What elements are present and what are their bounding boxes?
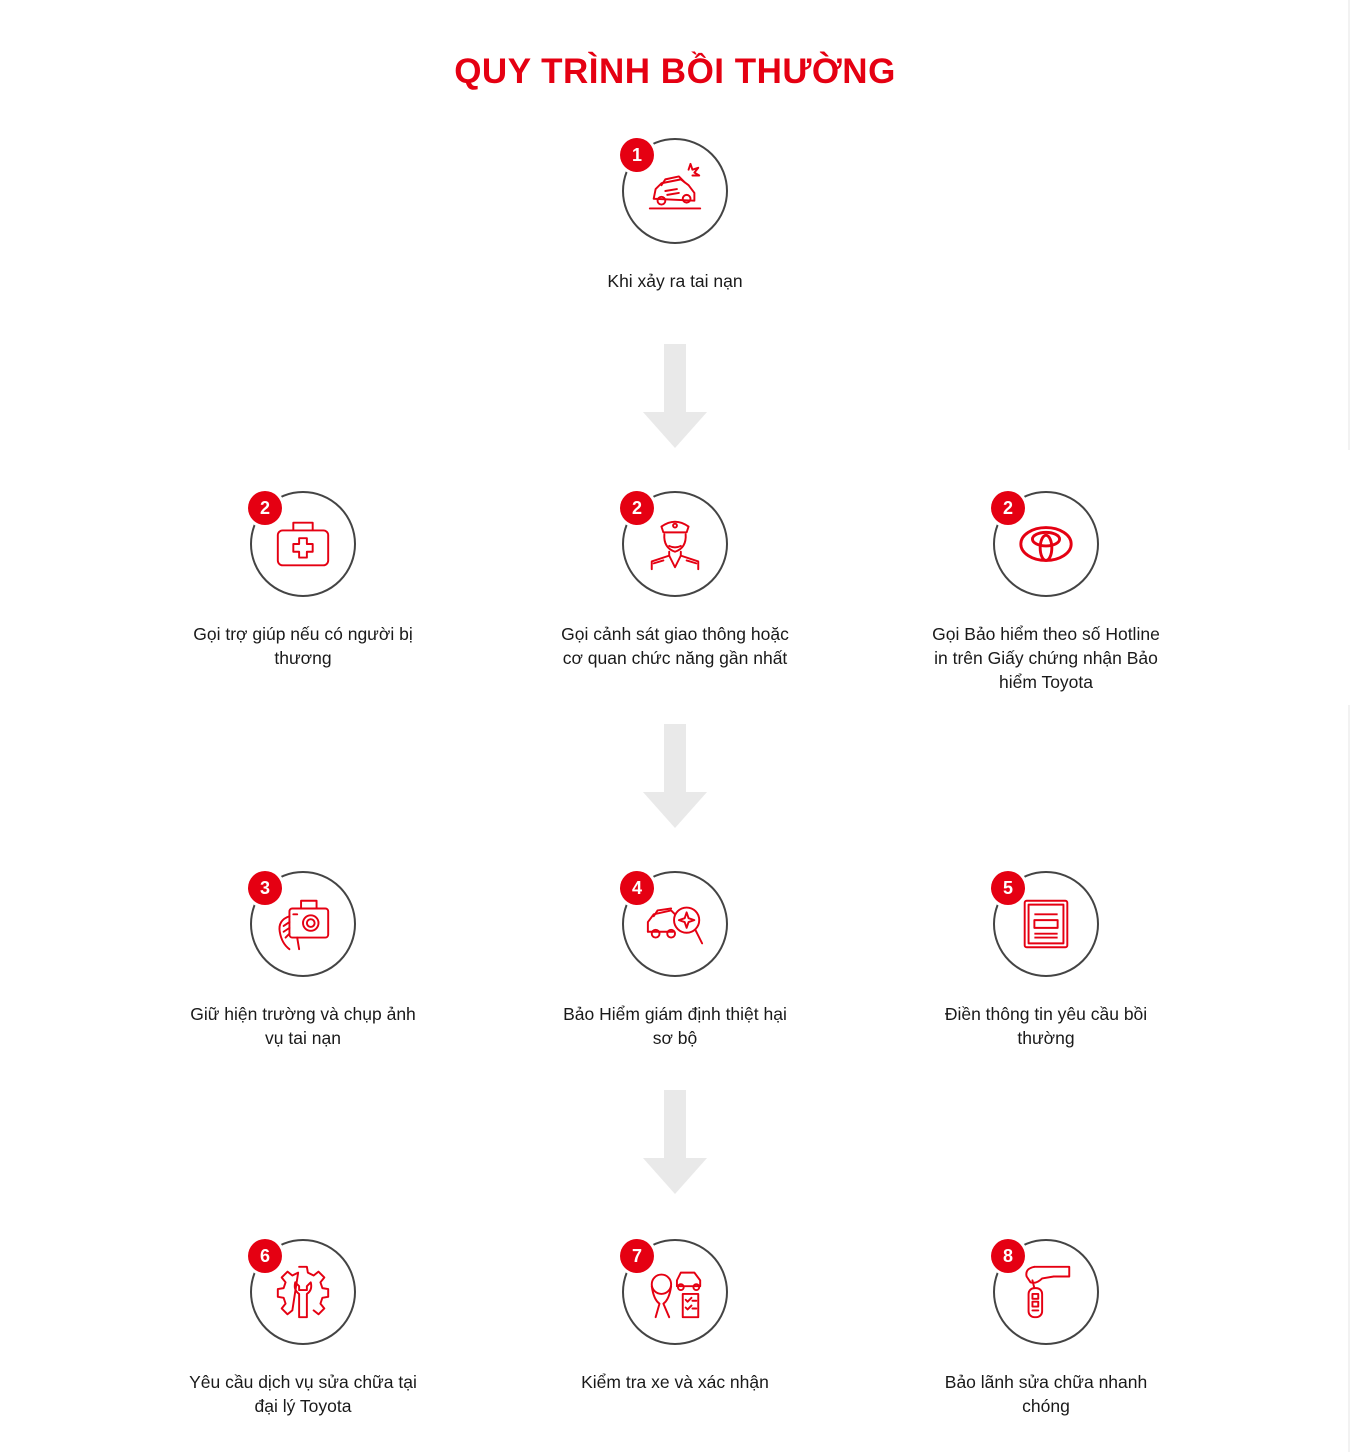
step-number-badge: 1 [620, 138, 654, 172]
step-3 [168, 871, 438, 1050]
step-circle [250, 491, 356, 597]
checklist-car-icon [644, 1261, 706, 1323]
car-key-icon [1015, 1261, 1077, 1323]
step-number-badge: 2 [620, 491, 654, 525]
toyota-logo-icon [1015, 513, 1077, 575]
form-icon [1015, 893, 1077, 955]
step-2-help [168, 491, 438, 670]
step-circle [993, 491, 1099, 597]
step-number-badge: 7 [620, 1239, 654, 1273]
step-number-badge: 2 [991, 491, 1025, 525]
step-number-badge: 5 [991, 871, 1025, 905]
car-inspection-icon [644, 893, 706, 955]
first-aid-kit-icon [272, 513, 334, 575]
step-7 [540, 1239, 810, 1394]
step-label: Khi xảy ra tai nạn [607, 271, 743, 291]
step-1 [540, 138, 810, 293]
step-label: Điền thông tin yêu cầu bồi thường [944, 1004, 1148, 1048]
wrench-gear-icon [272, 1261, 334, 1323]
step-4 [540, 871, 810, 1050]
step-circle [250, 871, 356, 977]
step-label: Bảo lãnh sửa chữa nhanh chóng [944, 1372, 1148, 1416]
step-label: Gọi cảnh sát giao thông hoặc cơ quan chức năng gần nhất [561, 624, 789, 668]
step-circle [622, 138, 728, 244]
page-title: QUY TRÌNH BỒI THƯỜNG [454, 52, 896, 91]
arrow-down-icon [643, 1090, 707, 1194]
step-label: Giữ hiện trường và chụp ảnh vụ tai nạn [190, 1004, 416, 1048]
step-number-badge: 8 [991, 1239, 1025, 1273]
arrow-down-icon [643, 344, 707, 448]
step-circle [993, 871, 1099, 977]
step-circle [622, 491, 728, 597]
step-circle [622, 871, 728, 977]
step-circle [622, 1239, 728, 1345]
step-8 [911, 1239, 1181, 1418]
step-label: Yêu cầu dịch vụ sửa chữa tại đại lý Toyota [189, 1372, 417, 1416]
step-label: Kiểm tra xe và xác nhận [581, 1372, 769, 1392]
police-officer-icon [644, 513, 706, 575]
step-label: Gọi Bảo hiểm theo số Hotline in trên Giấy chứng nhận Bảo hiểm Toyota [932, 624, 1160, 692]
step-2-police [540, 491, 810, 670]
step-label: Gọi trợ giúp nếu có người bị thương [193, 624, 413, 668]
step-2-hotline [911, 491, 1181, 694]
step-number-badge: 4 [620, 871, 654, 905]
step-6 [168, 1239, 438, 1418]
step-number-badge: 3 [248, 871, 282, 905]
camera-hand-icon [272, 893, 334, 955]
step-5 [911, 871, 1181, 1050]
step-circle [250, 1239, 356, 1345]
step-circle [993, 1239, 1099, 1345]
step-label: Bảo Hiểm giám định thiệt hại sơ bộ [563, 1004, 787, 1048]
arrow-down-icon [643, 724, 707, 828]
step-number-badge: 6 [248, 1239, 282, 1273]
step-number-badge: 2 [248, 491, 282, 525]
car-crash-icon [644, 160, 706, 222]
